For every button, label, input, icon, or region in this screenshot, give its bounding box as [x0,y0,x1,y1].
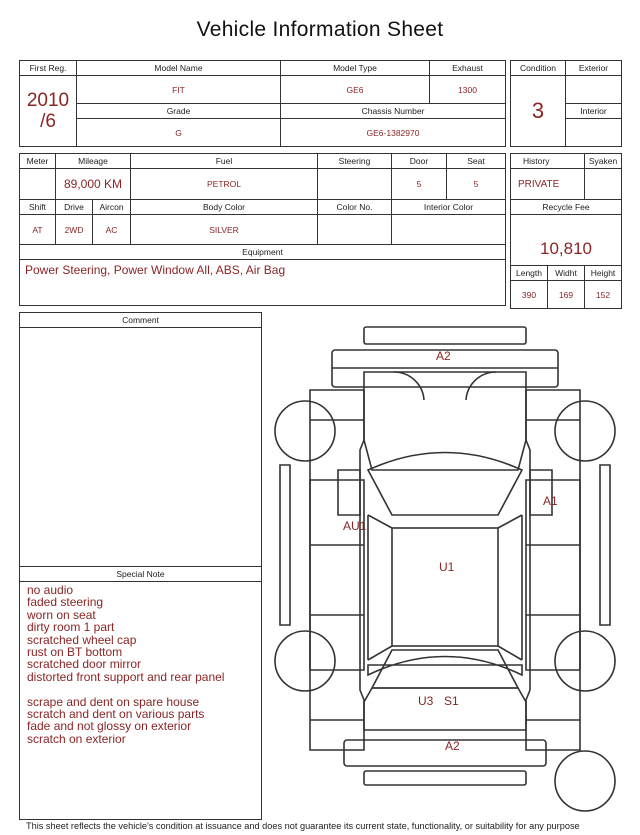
body-color-label: Body Color [131,200,318,215]
special-note-list [20,582,261,747]
history-table [510,153,622,309]
shift-value: AT [20,215,56,245]
special-note-item [27,683,254,695]
car-damage-diagram [268,320,628,820]
first-reg-label: First Reg. [20,61,77,76]
model-type-value: GE6 [281,76,430,104]
mark-left-side: AU1 [343,519,367,533]
height-label: Height [585,266,622,281]
drive-value: 2WD [56,215,93,245]
first-reg-year: 2010 [26,90,70,111]
history-label: History [511,154,585,169]
door-label: Door [392,154,447,169]
syaken-label: Syaken [585,154,622,169]
exhaust-value: 1300 [430,76,506,104]
special-note-item: rust on BT bottom [27,645,123,660]
interior-color-value [392,215,506,245]
condition-value: 3 [511,76,566,147]
first-reg-value [20,76,77,147]
mirror-shapes [338,470,552,515]
recycle-fee-label: Recycle Fee [511,200,622,215]
special-note-item: scratched door mirror [27,657,142,672]
interior-color-label: Interior Color [392,200,506,215]
rear-left-tire [275,631,335,691]
comment-panel [19,312,262,820]
fuel-label: Fuel [131,154,318,169]
special-note-item: worn on seat [27,607,96,622]
equipment-value: Power Steering, Power Window All, ABS, Air Bag [20,260,506,306]
width-value: 169 [548,281,585,309]
meter-value [20,169,56,200]
aircon-label: Aircon [93,200,131,215]
condition-label: Condition [511,61,566,76]
exterior-label: Exterior [566,61,622,76]
recycle-fee-value: 10,810 [511,215,622,266]
fuel-value: PETROL [131,169,318,200]
rear-window-shape [368,657,522,676]
condition-table [510,60,622,147]
mark-front: A2 [436,349,451,363]
history-value: PRIVATE [511,169,585,200]
mark-trunk-b: S1 [444,694,459,708]
special-note-item: scratched wheel cap [27,632,137,647]
body-color-value: SILVER [131,215,318,245]
special-note-item: dirty room 1 part [27,620,115,635]
headlight-shape [394,372,496,400]
mark-roof: U1 [439,560,455,574]
drive-label: Drive [56,200,93,215]
sheet-title: Vehicle Information Sheet [196,18,444,41]
front-bumper-shape [364,327,526,344]
chassis-number-value: GE6-1382970 [281,119,506,147]
footer-disclaimer: This sheet reflects the vehicle's condition at issuance and does not guarantee its current state, functionality, or suitability for any purpose [26,821,580,831]
equipment-label: Equipment [20,245,506,260]
steering-value [318,169,392,200]
right-body-side [526,390,580,750]
grade-label: Grade [77,104,281,119]
roof-shape [392,528,498,646]
model-name-label: Model Name [77,61,281,76]
interior-label: Interior [566,104,622,119]
special-note-item: distorted front support and rear panel [27,669,225,684]
width-label: Widht [548,266,585,281]
model-type-label: Model Type [281,61,430,76]
meter-label: Meter [20,154,56,169]
seat-label: Seat [447,154,506,169]
special-note-item: faded steering [27,595,104,610]
exterior-value [566,76,622,104]
mileage-label: Mileage [56,154,131,169]
color-no-label: Color No. [318,200,392,215]
mileage-value: 89,000 KM [56,169,131,200]
special-note-item: scrape and dent on spare house [27,694,200,709]
syaken-value [585,169,622,200]
grade-value: G [77,119,281,147]
left-doors [310,480,364,670]
window-lines [368,515,522,660]
color-no-value [318,215,392,245]
steering-label: Steering [318,154,392,169]
front-left-tire [275,401,335,461]
special-note-item: scratch and dent on various parts [27,707,205,722]
pillar-lines [368,515,522,660]
chassis-number-label: Chassis Number [281,104,506,119]
length-label: Length [511,266,548,281]
seat-value: 5 [447,169,506,200]
left-body-side [310,390,364,750]
first-reg-month: /6 [40,111,56,132]
interior-value [566,119,622,147]
windshield-shape [368,453,522,516]
exhaust-label: Exhaust [430,61,506,76]
right-doors [526,480,580,670]
height-value: 152 [585,281,622,309]
mark-trunk-a: U3 [418,694,434,708]
mark-right-side: A1 [543,494,558,508]
shift-label: Shift [20,200,56,215]
front-right-tire [555,401,615,461]
rear-bumper-shape [364,771,526,785]
mark-rear: A2 [445,739,460,753]
comment-header: Comment [20,313,261,328]
special-note-item: scratch on exterior [27,731,126,746]
rear-right-tire [555,631,615,691]
comment-body [20,328,261,567]
vehicle-info-middle-table [19,153,506,306]
vehicle-info-top-table [19,60,506,147]
model-name-value: FIT [77,76,281,104]
door-value: 5 [392,169,447,200]
aircon-value: AC [93,215,131,245]
special-note-item: fade and not glossy on exterior [27,719,192,734]
special-note-item: no audio [27,583,74,597]
special-note-header: Special Note [20,567,261,582]
spare-tire [555,751,615,811]
length-value: 390 [511,281,548,309]
